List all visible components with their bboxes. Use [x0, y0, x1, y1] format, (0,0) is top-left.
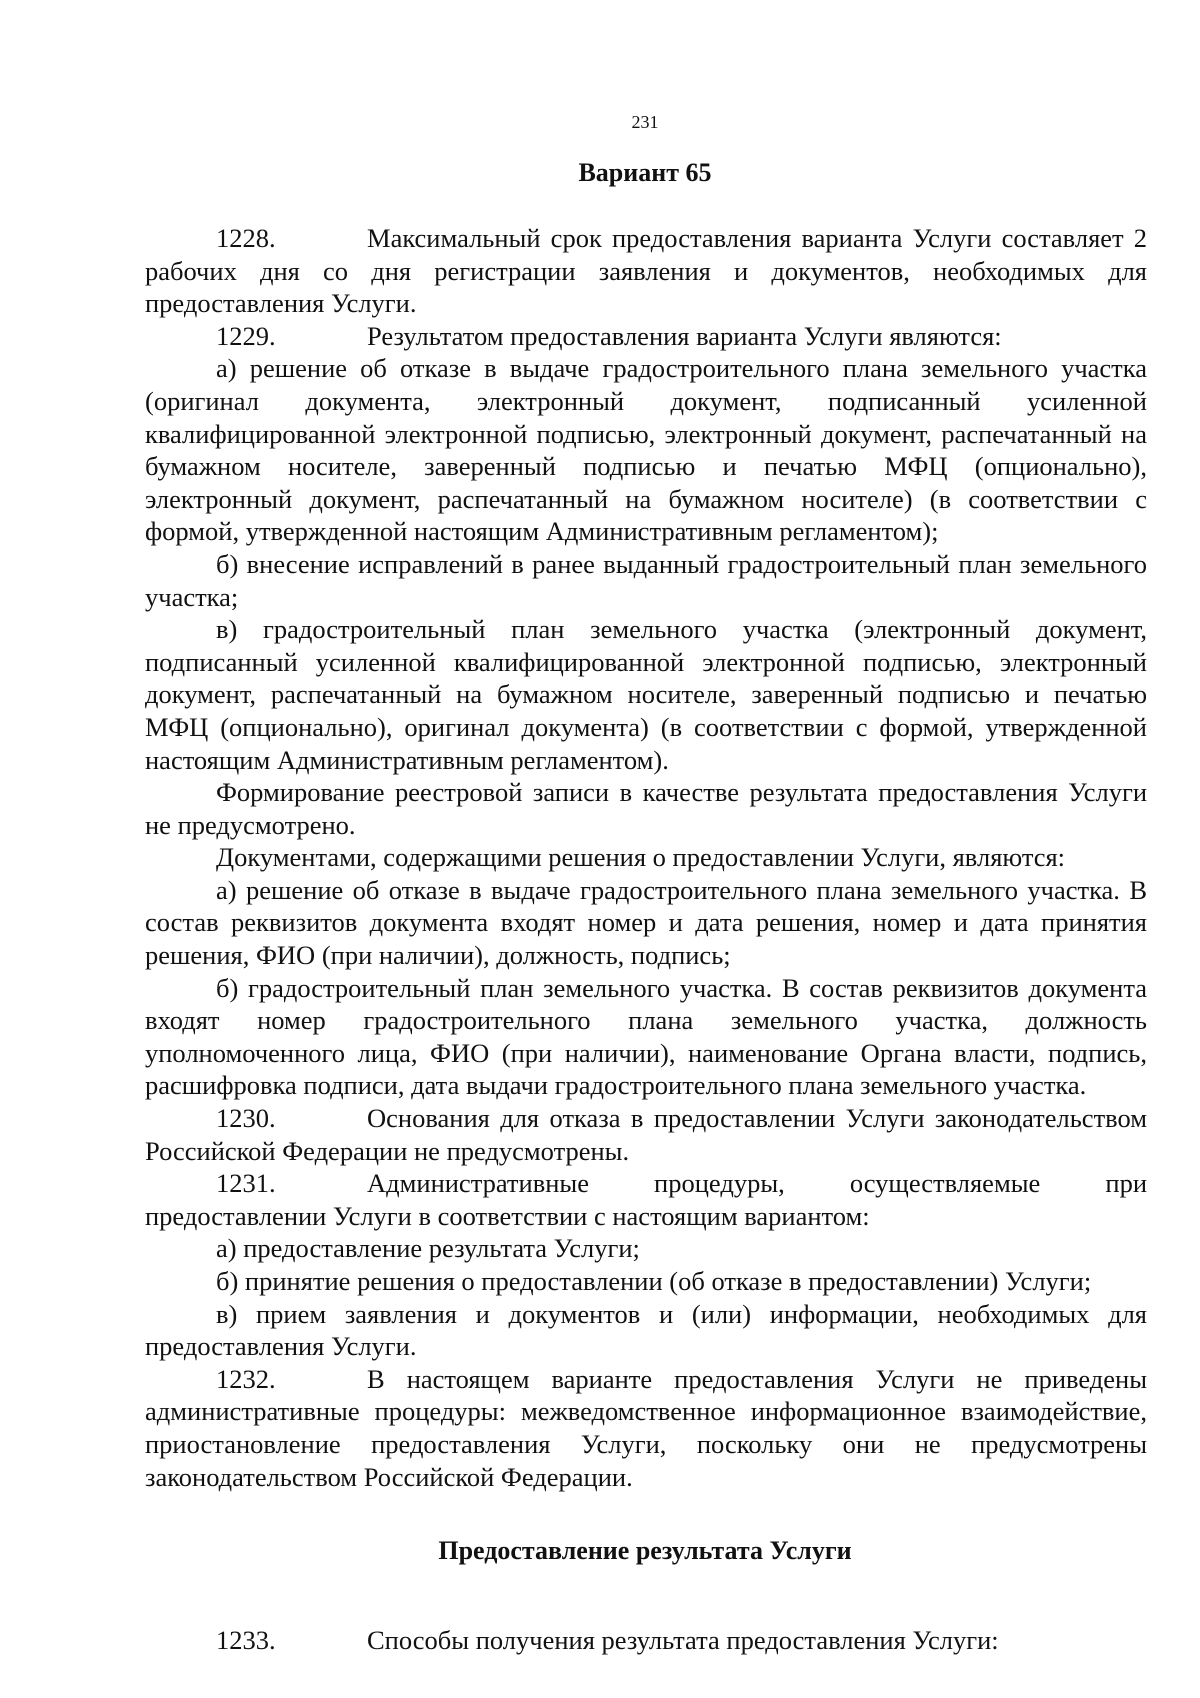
- variant-title: Вариант 65: [578, 158, 712, 187]
- list-item-b-corrections: б) внесение исправлений в ранее выданный градостроительный план земельного участка;: [145, 548, 1147, 612]
- list-item-a-result: а) предоставление результата Услуги;: [216, 1233, 640, 1264]
- paragraph-text: Максимальный срок предоставления варианта Услуги составляет 2 рабочих дня со дня регистрации заявления и документов, необходимых для предоставления Услуги.: [145, 223, 1147, 319]
- list-item-v-plan: в) градостроительный план земельного участка (электронный документ, подписанный усиленной квалифицированной электронной подписью, электронный документ, распечатанный на бумажном носителе, заверенный подписью и печатью МФЦ (опционально), оригинал документа) (в соответствии с формой, утвержденной настоящим Административным регламентом).: [145, 614, 1147, 775]
- paragraph-1229: [145, 320, 1147, 353]
- list-item-a-refusal-details: а) решение об отказе в выдаче градостроительного плана земельного участка. В состав реквизитов документа входят номер и дата решения, номер и дата принятия решения, ФИО (при наличии), должность, подпись;: [145, 874, 1147, 971]
- paragraph-1228: [145, 222, 1147, 320]
- paragraph-text: Основания для отказа в предоставлении Услуги законодательством Российской Федерации не предусмотрены.: [145, 1103, 1147, 1166]
- paragraph-text: В настоящем варианте предоставления Услуги не приведены административные процедуры: межведомственное информационное взаимодействие, приостановление предоставления Услуги, поскольку они не предусмотрены законодательством Российской Федерации.: [145, 1363, 1147, 1492]
- paragraph-registry-record: Формирование реестровой записи в качестве результата предоставления Услуги не предусмотрено.: [145, 777, 1147, 840]
- paragraph-1232: [145, 1363, 1147, 1493]
- list-item-v-intake: в) прием заявления и документов и (или) информации, необходимых для предоставления Услуги.: [145, 1298, 1147, 1362]
- paragraph-1230: [145, 1102, 1147, 1167]
- page-number: 231: [631, 112, 659, 132]
- paragraph-number: 1232.: [216, 1363, 276, 1394]
- paragraph-1231: [145, 1167, 1147, 1232]
- list-item-b-plan-details: б) градостроительный план земельного участка. В состав реквизитов документа входят номер градостроительного плана земельного участка, должность уполномоченного лица, ФИО (при наличии), наименование Органа власти, подпись, расшифровка подписи, дата выдачи градостроительного плана земельного участка.: [145, 972, 1147, 1101]
- list-item-b-decision: б) принятие решения о предоставлении (об отказе в предоставлении) Услуги;: [216, 1266, 1092, 1296]
- document-body: [145, 222, 1147, 1493]
- paragraph-number: 1231.: [216, 1168, 276, 1199]
- list-item-a-refusal: а) решение об отказе в выдаче градостроительного плана земельного участка (оригинал документа, электронный документ, подписанный усиленной квалифицированной электронной подписью, электронный документ, распечатанный на бумажном носителе, заверенный подписью и печатью МФЦ (опционально), электронный документ, распечатанный на бумажном носителе) (в соответствии с формой, утвержденной настоящим Административным регламентом);: [145, 353, 1147, 547]
- paragraph-text: Результатом предоставления варианта Услуги являются:: [367, 320, 1002, 351]
- paragraph-number: 1230.: [216, 1103, 276, 1134]
- paragraph-number: 1228.: [216, 223, 276, 253]
- paragraph-number: 1233.: [216, 1624, 276, 1655]
- paragraph-1233: [145, 1624, 1147, 1657]
- paragraph-decision-documents: Документами, содержащими решения о предоставлении Услуги, являются:: [216, 842, 1066, 873]
- paragraph-text: Способы получения результата предоставления Услуги:: [367, 1624, 999, 1655]
- section-heading: Предоставление результата Услуги: [438, 1536, 852, 1565]
- paragraph-number: 1229.: [216, 320, 276, 351]
- paragraph-text: Административные процедуры, осуществляемые при предоставлении Услуги в соответствии с настоящим вариантом:: [145, 1168, 1147, 1231]
